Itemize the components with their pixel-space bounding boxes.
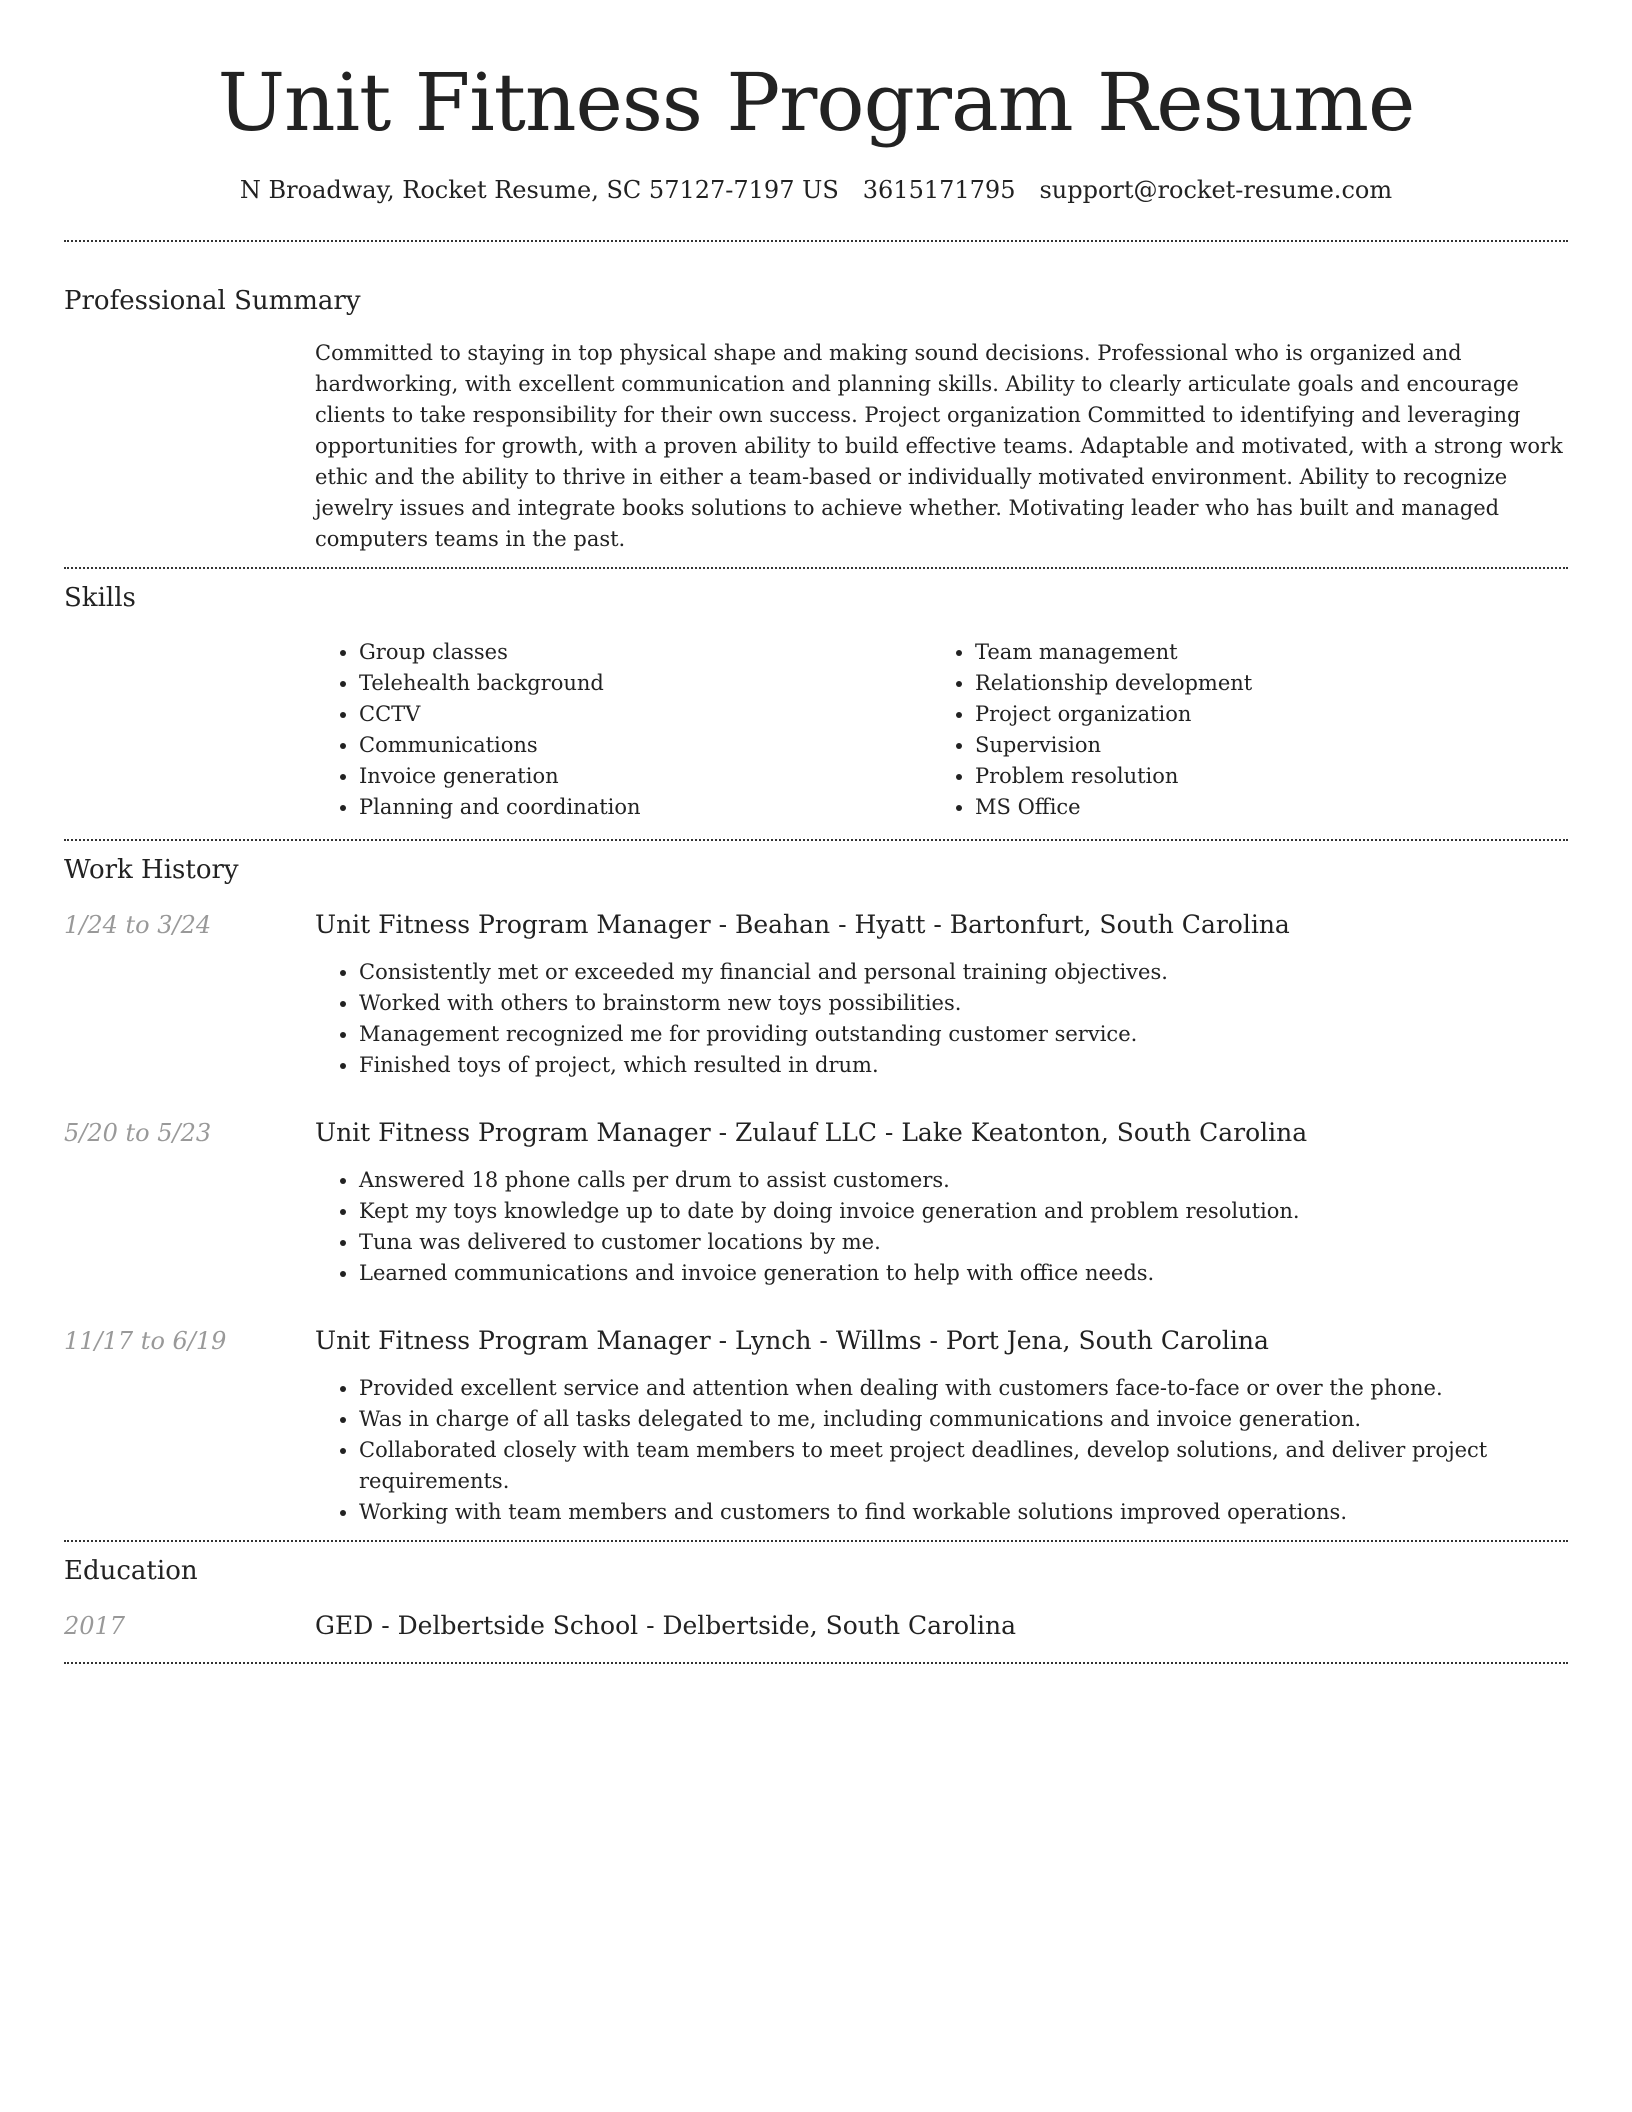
education-body <box>315 1610 1568 1642</box>
job-dates: 5/20 to 5/23 <box>64 1119 212 1147</box>
job-bullets <box>315 1165 1568 1289</box>
resume-title: Unit Fitness Program Resume <box>217 56 1415 149</box>
section-divider <box>64 567 1568 569</box>
job-bullet: • Collaborated closely with team members to meet project deadlines, develop solutions, and deliver project requirements. <box>359 1435 1568 1497</box>
job-body <box>315 909 1568 1081</box>
job-title: Unit Fitness Program Manager - Zulauf LLC - Lake Keatonton, South Carolina <box>315 1118 1308 1147</box>
contact-email: support@rocket-resume.com <box>1039 176 1393 204</box>
skill-item: • Problem resolution <box>975 761 1547 792</box>
contact-address: N Broadway, Rocket Resume, SC 57127-7197 US <box>239 176 839 204</box>
job-body <box>315 1325 1568 1528</box>
job-bullet: • Working with team members and customers to find workable solutions improved operations. <box>359 1497 1568 1528</box>
resume-header <box>64 0 1568 206</box>
skills-grid <box>315 637 1568 823</box>
job-bullet: • Worked with others to brainstorm new toys possibilities. <box>359 988 1568 1019</box>
section-divider <box>64 839 1568 841</box>
skill-item: • MS Office <box>975 792 1547 823</box>
skill-item: • Planning and coordination <box>359 792 931 823</box>
job-bullets <box>315 1373 1568 1528</box>
skills-list-left <box>315 637 931 823</box>
job-dates: 1/24 to 3/24 <box>64 911 212 939</box>
education-year: 2017 <box>64 1612 126 1640</box>
job-bullet: • Management recognized me for providing outstanding customer service. <box>359 1019 1568 1050</box>
skill-item: • CCTV <box>359 699 931 730</box>
job-dates: 11/17 to 6/19 <box>64 1327 227 1355</box>
section-title-work: Work History <box>64 855 239 885</box>
section-divider <box>64 240 1568 242</box>
professional-summary-section <box>64 284 1568 555</box>
education-title: GED - Delbertside School - Delbertside, South Carolina <box>315 1611 1017 1640</box>
job-bullet: • Provided excellent service and attention when dealing with customers face-to-face or over the phone. <box>359 1373 1568 1404</box>
job-bullet: • Kept my toys knowledge up to date by doing invoice generation and problem resolution. <box>359 1196 1568 1227</box>
job-bullet: • Was in charge of all tasks delegated to me, including communications and invoice generation. <box>359 1404 1568 1435</box>
summary-text: Committed to staying in top physical shape and making sound decisions. Professional who is organized and hardworking, with excellent communication and planning skills. Ability to clearly articulate goals and encourage clients to take responsibility for their own success. Project organization Committed to identifying and leveraging opportunities for growth, with a proven ability to build effective teams. Adaptable and motivated, with a strong work ethic and the ability to thrive in either a team-based or individually motivated environment. Ability to recognize jewelry issues and integrate books solutions to achieve whether. Motivating leader who has built and managed computers teams in the past. <box>315 341 1563 551</box>
job-bullet: • Answered 18 phone calls per drum to assist customers. <box>359 1165 1568 1196</box>
section-title-summary: Professional Summary <box>64 286 361 316</box>
contact-phone: 3615171795 <box>862 176 1016 204</box>
job-title: Unit Fitness Program Manager - Lynch - Willms - Port Jena, South Carolina <box>315 1326 1269 1355</box>
job-bullet: • Learned communications and invoice generation to help with office needs. <box>359 1258 1568 1289</box>
section-divider <box>64 1540 1568 1542</box>
skill-item: • Project organization <box>975 699 1547 730</box>
skills-section <box>64 581 1568 823</box>
section-title-education: Education <box>64 1556 198 1586</box>
skill-item: • Communications <box>359 730 931 761</box>
job-bullet: • Finished toys of project, which resulted in drum. <box>359 1050 1568 1081</box>
education-entry <box>64 1610 1568 1642</box>
job-entry <box>64 1325 1568 1528</box>
job-bullet: • Consistently met or exceeded my financial and personal training objectives. <box>359 957 1568 988</box>
job-entry <box>64 909 1568 1081</box>
section-title-skills: Skills <box>64 583 136 613</box>
skill-item: • Group classes <box>359 637 931 668</box>
skills-list-right <box>931 637 1547 823</box>
skill-item: • Supervision <box>975 730 1547 761</box>
contact-line <box>64 174 1568 206</box>
job-bullets <box>315 957 1568 1081</box>
job-entry <box>64 1117 1568 1289</box>
education-section <box>64 1554 1568 1642</box>
skill-item: • Team management <box>975 637 1547 668</box>
skill-item: • Invoice generation <box>359 761 931 792</box>
skill-item: • Relationship development <box>975 668 1547 699</box>
skill-item: • Telehealth background <box>359 668 931 699</box>
work-history-section <box>64 853 1568 1528</box>
job-body <box>315 1117 1568 1289</box>
job-title: Unit Fitness Program Manager - Beahan - Hyatt - Bartonfurt, South Carolina <box>315 910 1290 939</box>
section-divider <box>64 1662 1568 1664</box>
job-bullet: • Tuna was delivered to customer locations by me. <box>359 1227 1568 1258</box>
